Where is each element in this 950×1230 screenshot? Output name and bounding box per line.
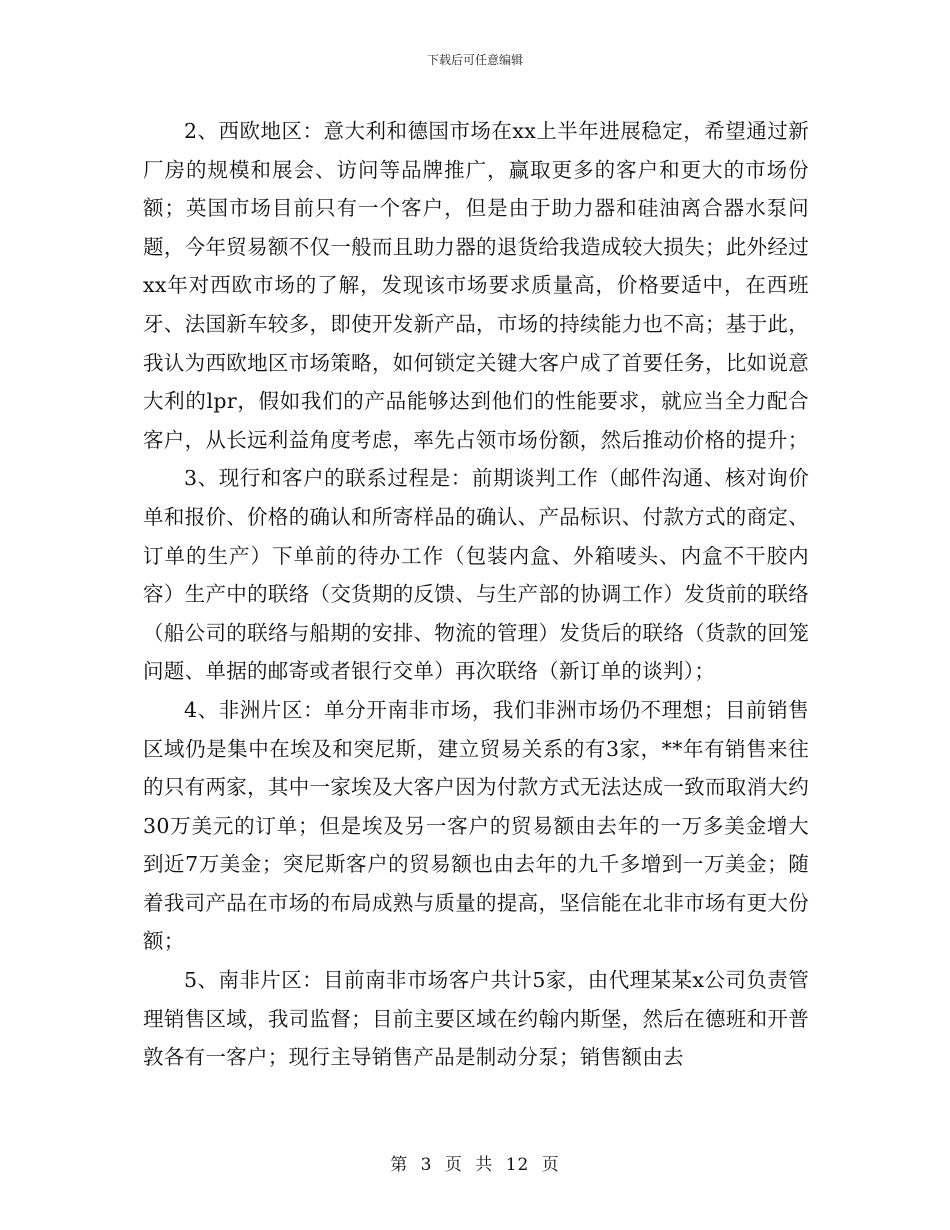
paragraph-africa: 4、非洲片区：单分开南非市场，我们非洲市场仍不理想；目前销售区域仍是集中在埃及和突尼斯，建立贸易关系的有3家，**年有销售来往的只有两家，其中一家埃及大客户因为付款方式无法达成一致而取消大约30万美元的订单；但是埃及另一客户的贸易额由去年的一万多美金增大到近7万美金；突尼斯客户的贸易额也由去年的九千多增到一万美金；随着我司产品在市场的布局成熟与质量的提高，坚信能在北非市场有更大份额； [143, 697, 809, 954]
page-header-note: 下载后可任意编辑 [426, 53, 523, 67]
paragraph-customer-contact-process: 3、现行和客户的联系过程是：前期谈判工作（邮件沟通、核对询价单和报价、价格的确认和所寄样品的确认、产品标识、付款方式的商定、订单的生产）下单前的待办工作（包装内盒、外箱唛头、内盒不干胶内容）生产中的联络（交货期的反馈、与生产部的协调工作）发货前的联络（船公司的联络与船期的安排、物流的管理）发货后的联络（货款的回笼问题、单据的邮寄或者银行交单）再次联络（新订单的谈判）； [143, 466, 809, 684]
document-body [143, 112, 809, 1077]
paragraph-south-africa: 5、南非片区：目前南非市场客户共计5家，由代理某某x公司负责管理销售区域，我司监督；目前主要区域在约翰内斯堡，然后在德班和开普敦各有一客户；现行主导销售产品是制动分泵；销售额由去 [143, 968, 809, 1070]
paragraph-western-europe: 2、西欧地区：意大利和德国市场在xx上半年进展稳定，希望通过新厂房的规模和展会、访问等品牌推广，赢取更多的客户和更大的市场份额；英国市场目前只有一个客户，但是由于助力器和硅油离合器水泵问题，今年贸易额不仅一般而且助力器的退货给我造成较大损失；此外经过xx年对西欧市场的了解，发现该市场要求质量高，价格要适中，在西班牙、法国新车较多，即使开发新产品，市场的持续能力也不高；基于此，我认为西欧地区市场策略，如何锁定关键大客户成了首要任务，比如说意大利的lpr，假如我们的产品能够达到他们的性能要求，就应当全力配合客户，从长远利益角度考虑，率先占领市场份额，然后推动价格的提升； [143, 119, 809, 452]
page-number-footer: 第 3 页 共 12 页 [390, 1155, 560, 1175]
